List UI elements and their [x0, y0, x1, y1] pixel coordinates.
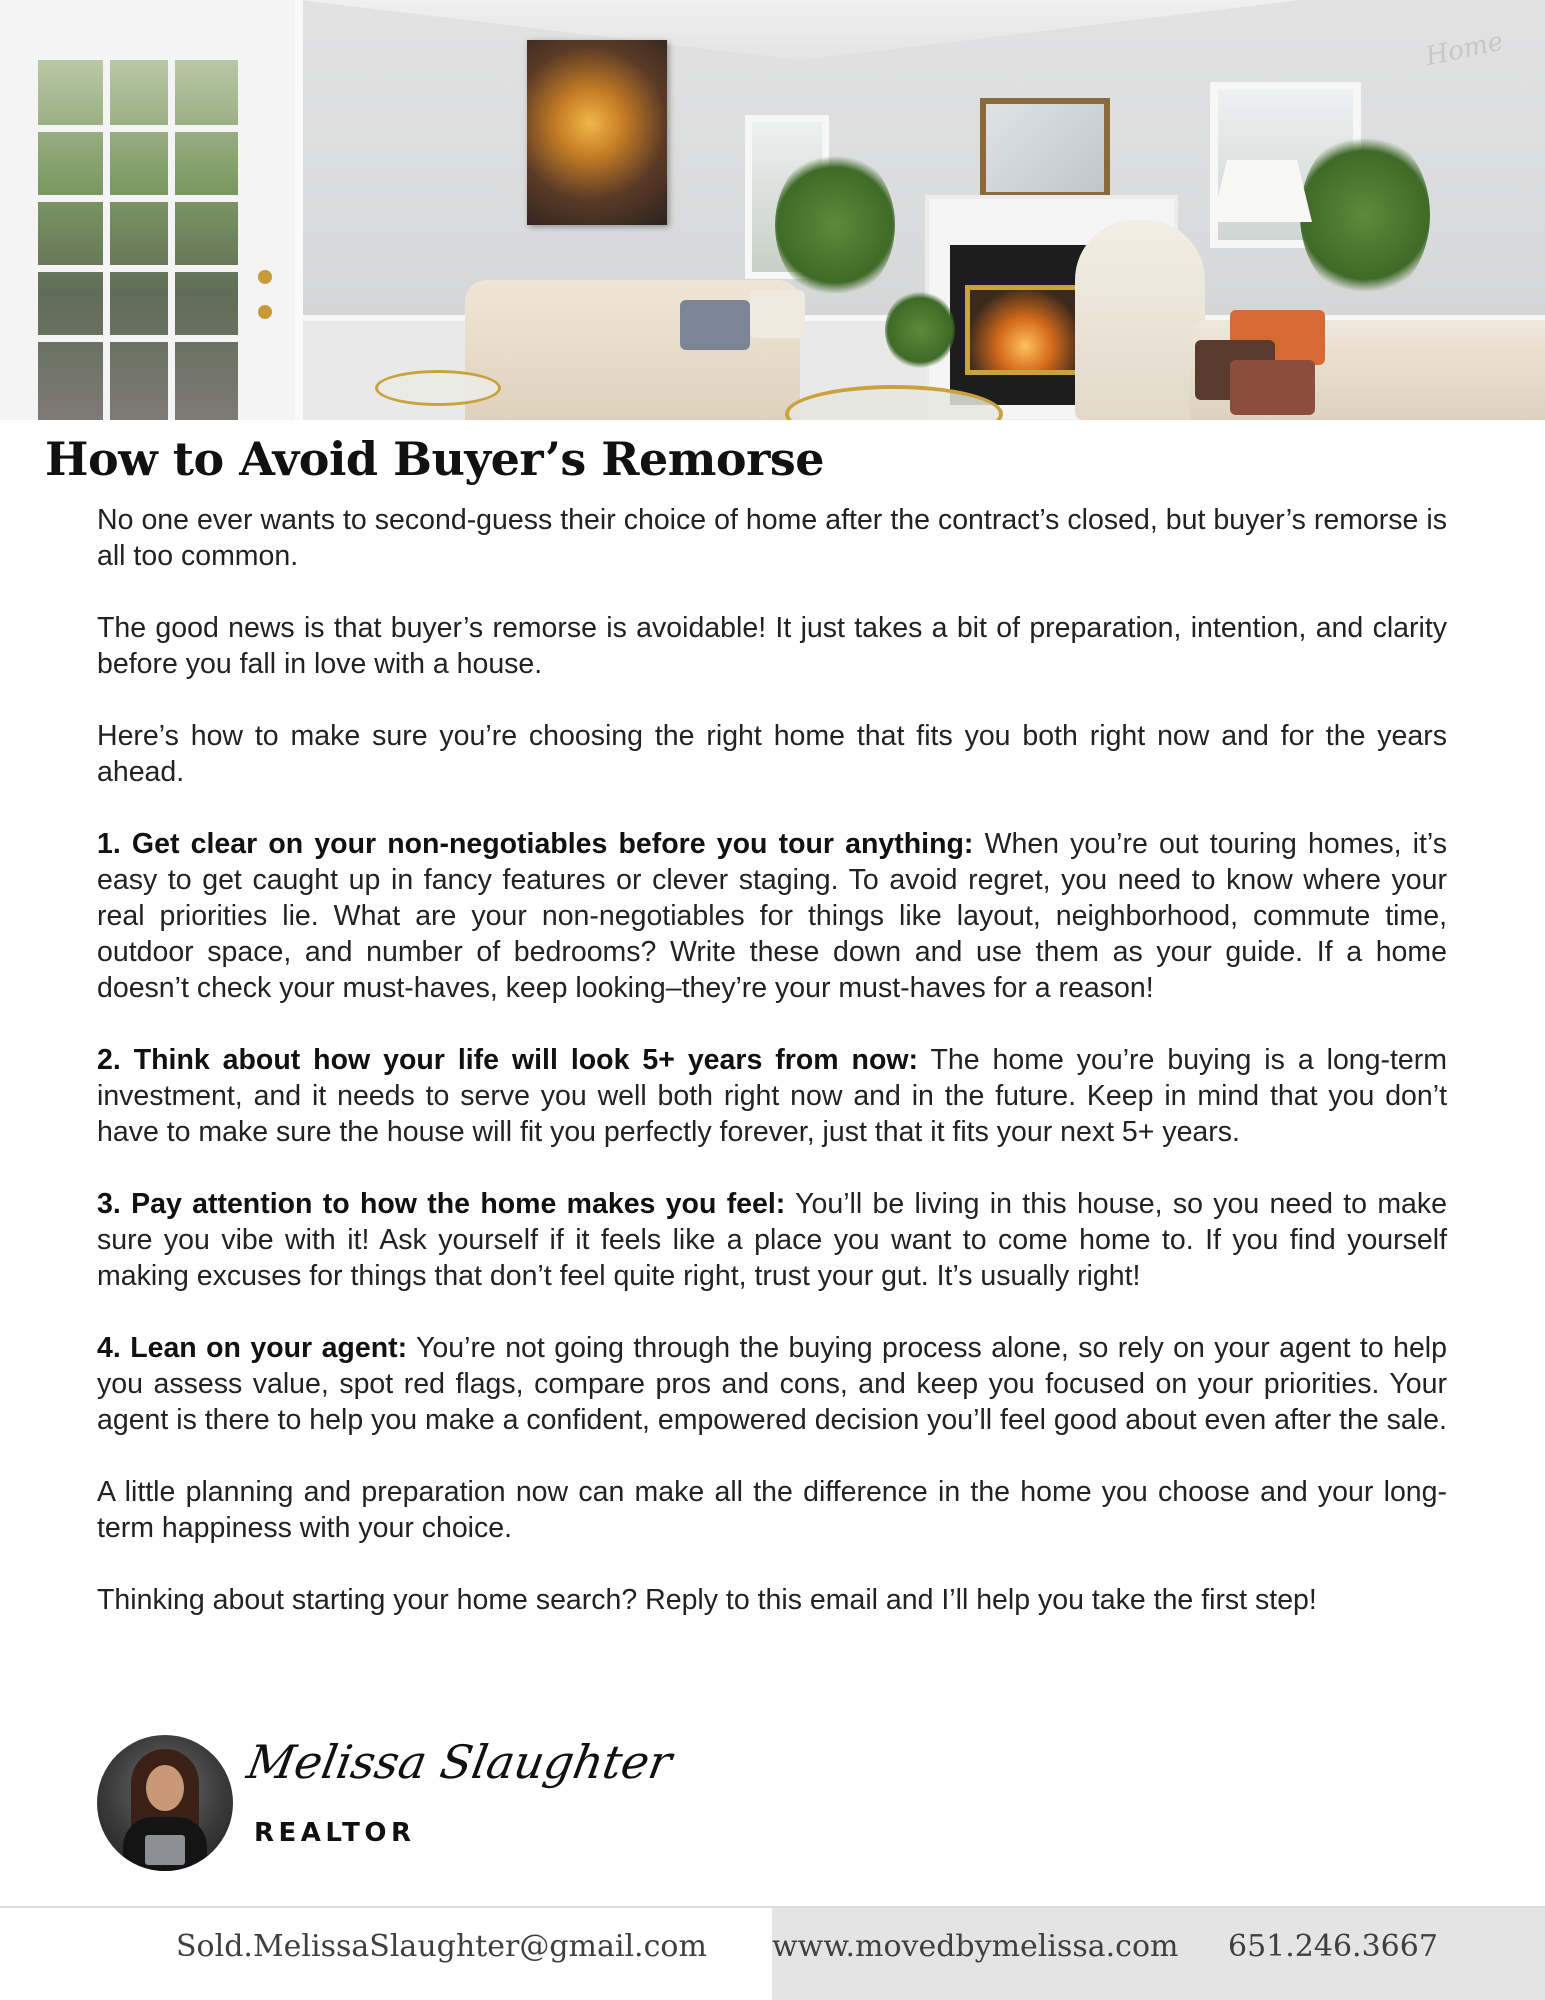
floor-lamp	[1212, 160, 1312, 222]
article-body	[97, 502, 1447, 1654]
agent-avatar	[97, 1735, 233, 1871]
wall-mirror	[980, 98, 1110, 198]
tip-2-paragraph: 2. Think about how your life will look 5+ years from now: The home you’re buying is a long-term investment, and it needs to serve you well both right now and in the future. Keep in mind that you don’t have to make sure the house will fit you perfectly forever, just that it fits your next 5+ years.	[97, 1044, 1447, 1148]
closing-paragraph: A little planning and preparation now can make all the difference in the home you choose and your long-term happiness with your choice.	[97, 1476, 1447, 1544]
floral-painting	[527, 40, 667, 225]
signature-name: Melissa Slaughter	[243, 1735, 676, 1789]
article-title: How to Avoid Buyer’s Remorse	[45, 432, 825, 486]
fireplace-fire	[965, 285, 1085, 375]
tip-3-heading: 3. Pay attention to how the home makes you feel:	[97, 1188, 786, 1220]
footer-email-link[interactable]: Sold.MelissaSlaughter@gmail.com	[176, 1929, 707, 1964]
signature-role: REALTOR	[254, 1818, 416, 1848]
how-to-paragraph: Here’s how to make sure you’re choosing the right home that fits you both right now and for the years ahead.	[97, 720, 1447, 788]
intro-paragraph: No one ever wants to second-guess their choice of home after the contract’s closed, but buyer’s remorse is all too common.	[97, 504, 1447, 572]
footer-website-link[interactable]: www.movedbymelissa.com	[772, 1929, 1179, 1964]
tip-4-heading: 4. Lean on your agent:	[97, 1332, 408, 1364]
armchair	[1075, 220, 1205, 420]
tip-2-heading: 2. Think about how your life will look 5+ years from now:	[97, 1044, 919, 1076]
tip-1-heading: 1. Get clear on your non-negotiables before you tour anything:	[97, 828, 974, 860]
footer-phone-link[interactable]: 651.246.3667	[1228, 1929, 1438, 1964]
tip-4-paragraph: 4. Lean on your agent: You’re not going through the buying process alone, so rely on your agent to help you assess value, spot red flags, compare pros and cons, and keep you focused on your priorities. Your agent is there to help you make a confident, empowered decision you’ll feel good about even after the sale.	[97, 1332, 1447, 1436]
call-to-action: Thinking about starting your home search? Reply to this email and I’ll help you take the first step!	[97, 1584, 1317, 1616]
hero-living-room-photo: Home	[0, 0, 1545, 420]
french-door	[0, 0, 303, 420]
good-news-paragraph: The good news is that buyer’s remorse is avoidable! It just takes a bit of preparation, intention, and clarity before you fall in love with a house.	[97, 612, 1447, 680]
tip-1-paragraph: 1. Get clear on your non-negotiables before you tour anything: When you’re out touring homes, it’s easy to get caught up in fancy features or clever staging. To avoid regret, you need to know where your real priorities lie. What are your non-negotiables for things like layout, neighborhood, commute time, outdoor space, and number of bedrooms? Write these down and use them as your guide. If a home doesn’t check your must-haves, keep looking–they’re your must-haves for a reason!	[97, 828, 1448, 1004]
tip-3-paragraph: 3. Pay attention to how the home makes you feel: You’ll be living in this house, so you need to make sure you vibe with it! Ask yourself if it feels like a place you want to come home to. If you find yourself making excuses for things that don’t feel quite right, trust your gut. It’s usually right!	[97, 1188, 1448, 1292]
